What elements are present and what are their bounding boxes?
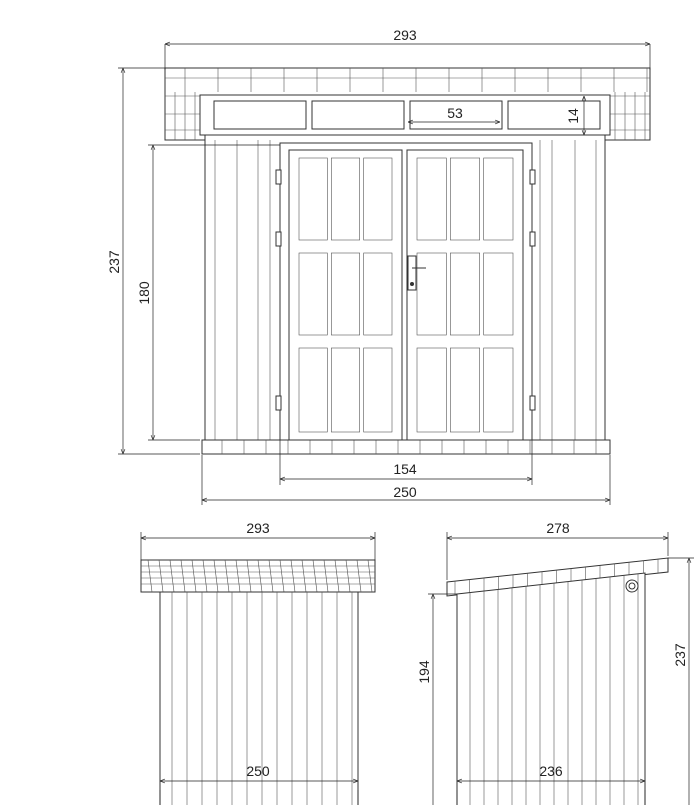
left-door-leaf (289, 150, 402, 440)
dim-wall-height-label: 194 (416, 660, 432, 684)
dim-overall-width-label: 293 (393, 27, 417, 43)
dim-base-depth-label: 236 (539, 763, 563, 779)
front-view (106, 27, 650, 505)
dim-window-height-label: 14 (565, 108, 581, 124)
right-view (416, 520, 694, 805)
side-roof (141, 560, 375, 592)
right-door-leaf (407, 150, 523, 440)
vent-icon (626, 580, 638, 592)
dim-roof-depth-label: 278 (546, 520, 570, 536)
dim-right-overall-height-label: 237 (672, 643, 688, 667)
front-base (202, 440, 610, 454)
dim-side-base-width-label: 250 (246, 763, 270, 779)
dim-overall-height-label: 237 (106, 250, 122, 274)
dim-side-roof-width (141, 520, 375, 560)
dim-base-width-label: 250 (393, 484, 417, 500)
dim-overall-width (165, 27, 650, 70)
dim-side-roof-width-label: 293 (246, 520, 270, 536)
dim-right-overall-height (645, 558, 694, 805)
dim-door-width-label: 154 (393, 461, 417, 477)
side-view (141, 520, 375, 805)
dim-door-height-label: 180 (136, 281, 152, 305)
dim-window-width-label: 53 (447, 105, 463, 121)
dim-wall-height (416, 594, 457, 805)
